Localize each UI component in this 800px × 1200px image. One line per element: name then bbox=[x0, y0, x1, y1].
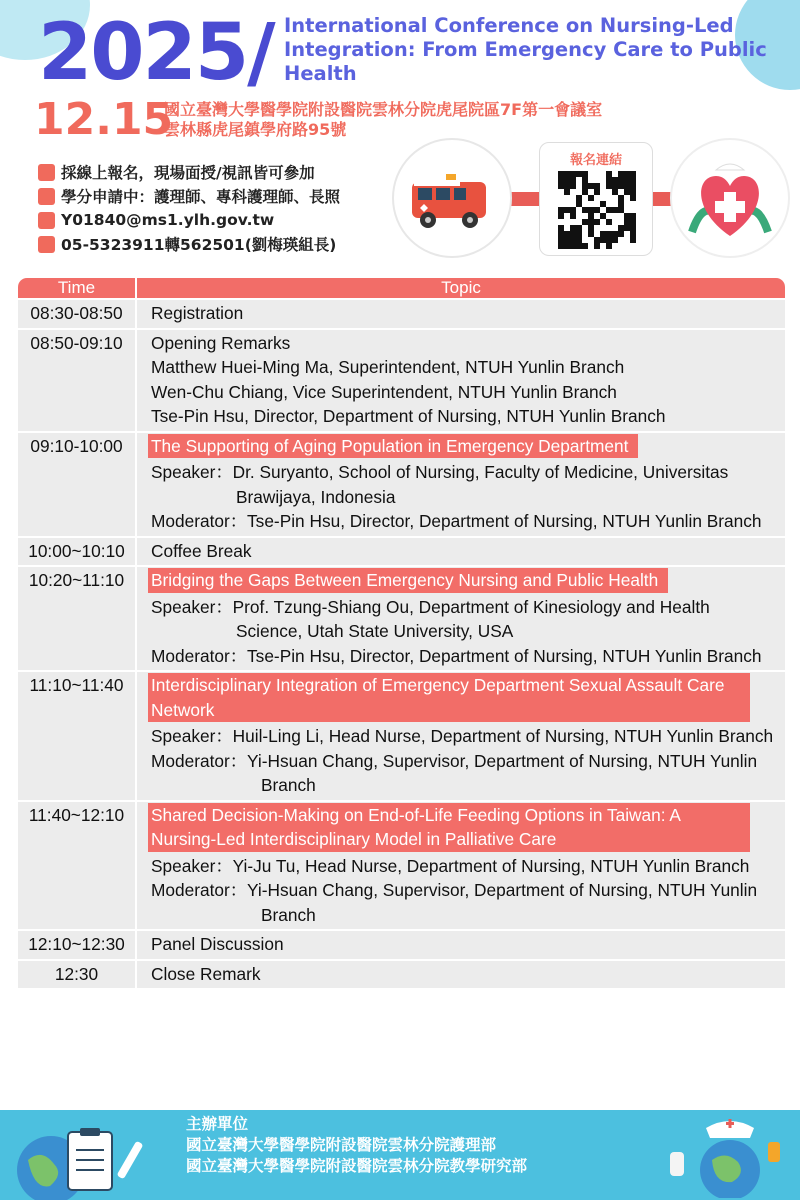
attendance-info: 採線上報名，現場面授/視訊皆可參加 bbox=[38, 160, 340, 184]
topic-cell bbox=[135, 802, 785, 930]
organizer-label: 主辦單位 bbox=[186, 1115, 249, 1133]
nurse-globe-icon bbox=[650, 1112, 796, 1198]
topic-cell bbox=[135, 433, 785, 536]
topic-cell bbox=[135, 672, 785, 800]
remark-speaker: Tse-Pin Hsu, Director, Department of Nursing, NTUH Yunlin Branch bbox=[151, 406, 666, 426]
phone-icon bbox=[38, 236, 55, 253]
speaker-info: Speaker：Yi-Ju Tu, Head Nurse, Department of Nursing, NTUH Yunlin Branch bbox=[151, 855, 750, 876]
speaker-info: Speaker：Prof. Tzung-Shiang Ou, Department of Kinesiology and Health Science, Utah State University, USA bbox=[151, 596, 710, 641]
table-row bbox=[18, 672, 785, 800]
time-cell: 10:00~10:10 bbox=[18, 538, 135, 566]
time-cell: 11:10~11:40 bbox=[18, 672, 135, 800]
table-row bbox=[18, 931, 785, 959]
topic-cell: Registration bbox=[135, 300, 785, 328]
year-heading: 2025/ bbox=[38, 8, 274, 98]
session-title: Bridging the Gaps Between Emergency Nursing and Public Health bbox=[148, 568, 668, 593]
session-title: Interdisciplinary Integration of Emergency Department Sexual Assault Care Network bbox=[148, 673, 750, 722]
table-row bbox=[18, 330, 785, 431]
session-title: The Supporting of Aging Population in Emergency Department bbox=[148, 434, 638, 459]
organizer-teaching-dept: 國立臺灣大學醫學院附設醫院雲林分院教學研究部 bbox=[186, 1157, 528, 1175]
remark-speaker: Matthew Huei-Ming Ma, Superintendent, NTUH Yunlin Branch bbox=[151, 357, 625, 377]
email-info: Y01840@ms1.ylh.gov.tw bbox=[38, 208, 340, 232]
time-cell: 09:10-10:00 bbox=[18, 433, 135, 536]
time-cell: 12:30 bbox=[18, 961, 135, 989]
time-cell: 08:30-08:50 bbox=[18, 300, 135, 328]
organizer-info bbox=[186, 1114, 527, 1177]
heart-illustration bbox=[670, 138, 790, 258]
moderator-info: Moderator：Tse-Pin Hsu, Director, Department of Nursing, NTUH Yunlin Branch bbox=[151, 511, 762, 531]
footer-banner bbox=[0, 1110, 800, 1200]
table-row bbox=[18, 300, 785, 328]
topic-cell bbox=[135, 567, 785, 670]
phone-info: 05-5323911轉562501(劉梅瑛組長) bbox=[38, 232, 340, 256]
table-row bbox=[18, 567, 785, 670]
venue bbox=[164, 100, 602, 140]
table-row bbox=[18, 433, 785, 536]
topic-title: Opening Remarks bbox=[151, 332, 291, 353]
remark-speaker: Wen-Chu Chiang, Vice Superintendent, NTUH Yunlin Branch bbox=[151, 381, 617, 402]
registration-qr-card[interactable] bbox=[539, 142, 653, 256]
table-row bbox=[18, 961, 785, 989]
topic-cell: Coffee Break bbox=[135, 538, 785, 566]
venue-hall: 國立臺灣大學醫學院附設醫院雲林分院虎尾院區7F第一會議室 bbox=[164, 100, 603, 119]
table-row bbox=[18, 802, 785, 930]
conference-title: International Conference on Nursing-Led Integration: From Emergency Care to Public Health bbox=[284, 14, 767, 85]
moderator-info: Moderator：Yi-Hsuan Chang, Supervisor, Department of Nursing, NTUH Yunlin Branch bbox=[151, 880, 758, 925]
registration-link-label: 報名連結 bbox=[569, 153, 622, 168]
time-cell: 11:40~12:10 bbox=[18, 802, 135, 930]
info-list bbox=[38, 160, 340, 256]
table-header bbox=[18, 278, 785, 298]
time-cell: 12:10~12:30 bbox=[18, 931, 135, 959]
mail-icon bbox=[38, 212, 55, 229]
session-title: Shared Decision-Making on End-of-Life Feeding Options in Taiwan: A Nursing-Led Interdisciplinary Model in Palliative Care bbox=[148, 803, 750, 852]
medical-heart-icon bbox=[672, 140, 788, 256]
time-cell: 10:20~11:10 bbox=[18, 567, 135, 670]
folder-icon bbox=[38, 188, 55, 205]
event-date: 12.15 bbox=[34, 94, 174, 145]
globe-clipboard-icon bbox=[6, 1120, 176, 1200]
speaker-info: Speaker：Huil-Ling Li, Head Nurse, Department of Nursing, NTUH Yunlin Branch bbox=[151, 726, 774, 746]
time-column-header: Time bbox=[18, 278, 135, 298]
qr-code[interactable] bbox=[558, 171, 636, 249]
schedule-table bbox=[18, 276, 785, 990]
topic-cell: Panel Discussion bbox=[135, 931, 785, 959]
moderator-info: Moderator：Yi-Hsuan Chang, Supervisor, Department of Nursing, NTUH Yunlin Branch bbox=[151, 750, 758, 795]
topic-cell bbox=[135, 330, 785, 431]
qr-module bbox=[630, 243, 636, 249]
moderator-info: Moderator：Tse-Pin Hsu, Director, Department of Nursing, NTUH Yunlin Branch bbox=[151, 645, 762, 666]
credits-info: 學分申請中：護理師、專科護理師、長照 bbox=[38, 184, 340, 208]
ambulance-icon bbox=[394, 140, 510, 256]
speaker-info: Speaker：Dr. Suryanto, School of Nursing, Faculty of Medicine, Universitas Brawijaya, Indonesia bbox=[151, 462, 729, 507]
ambulance-illustration bbox=[392, 138, 512, 258]
organizer-nursing-dept: 國立臺灣大學醫學院附設醫院雲林分院護理部 bbox=[186, 1136, 497, 1154]
people-icon bbox=[38, 164, 55, 181]
venue-address: 雲林縣虎尾鎮學府路95號 bbox=[164, 120, 347, 139]
topic-cell: Close Remark bbox=[135, 961, 785, 989]
topic-column-header: Topic bbox=[135, 278, 785, 298]
table-row bbox=[18, 538, 785, 566]
time-cell: 08:50-09:10 bbox=[18, 330, 135, 431]
